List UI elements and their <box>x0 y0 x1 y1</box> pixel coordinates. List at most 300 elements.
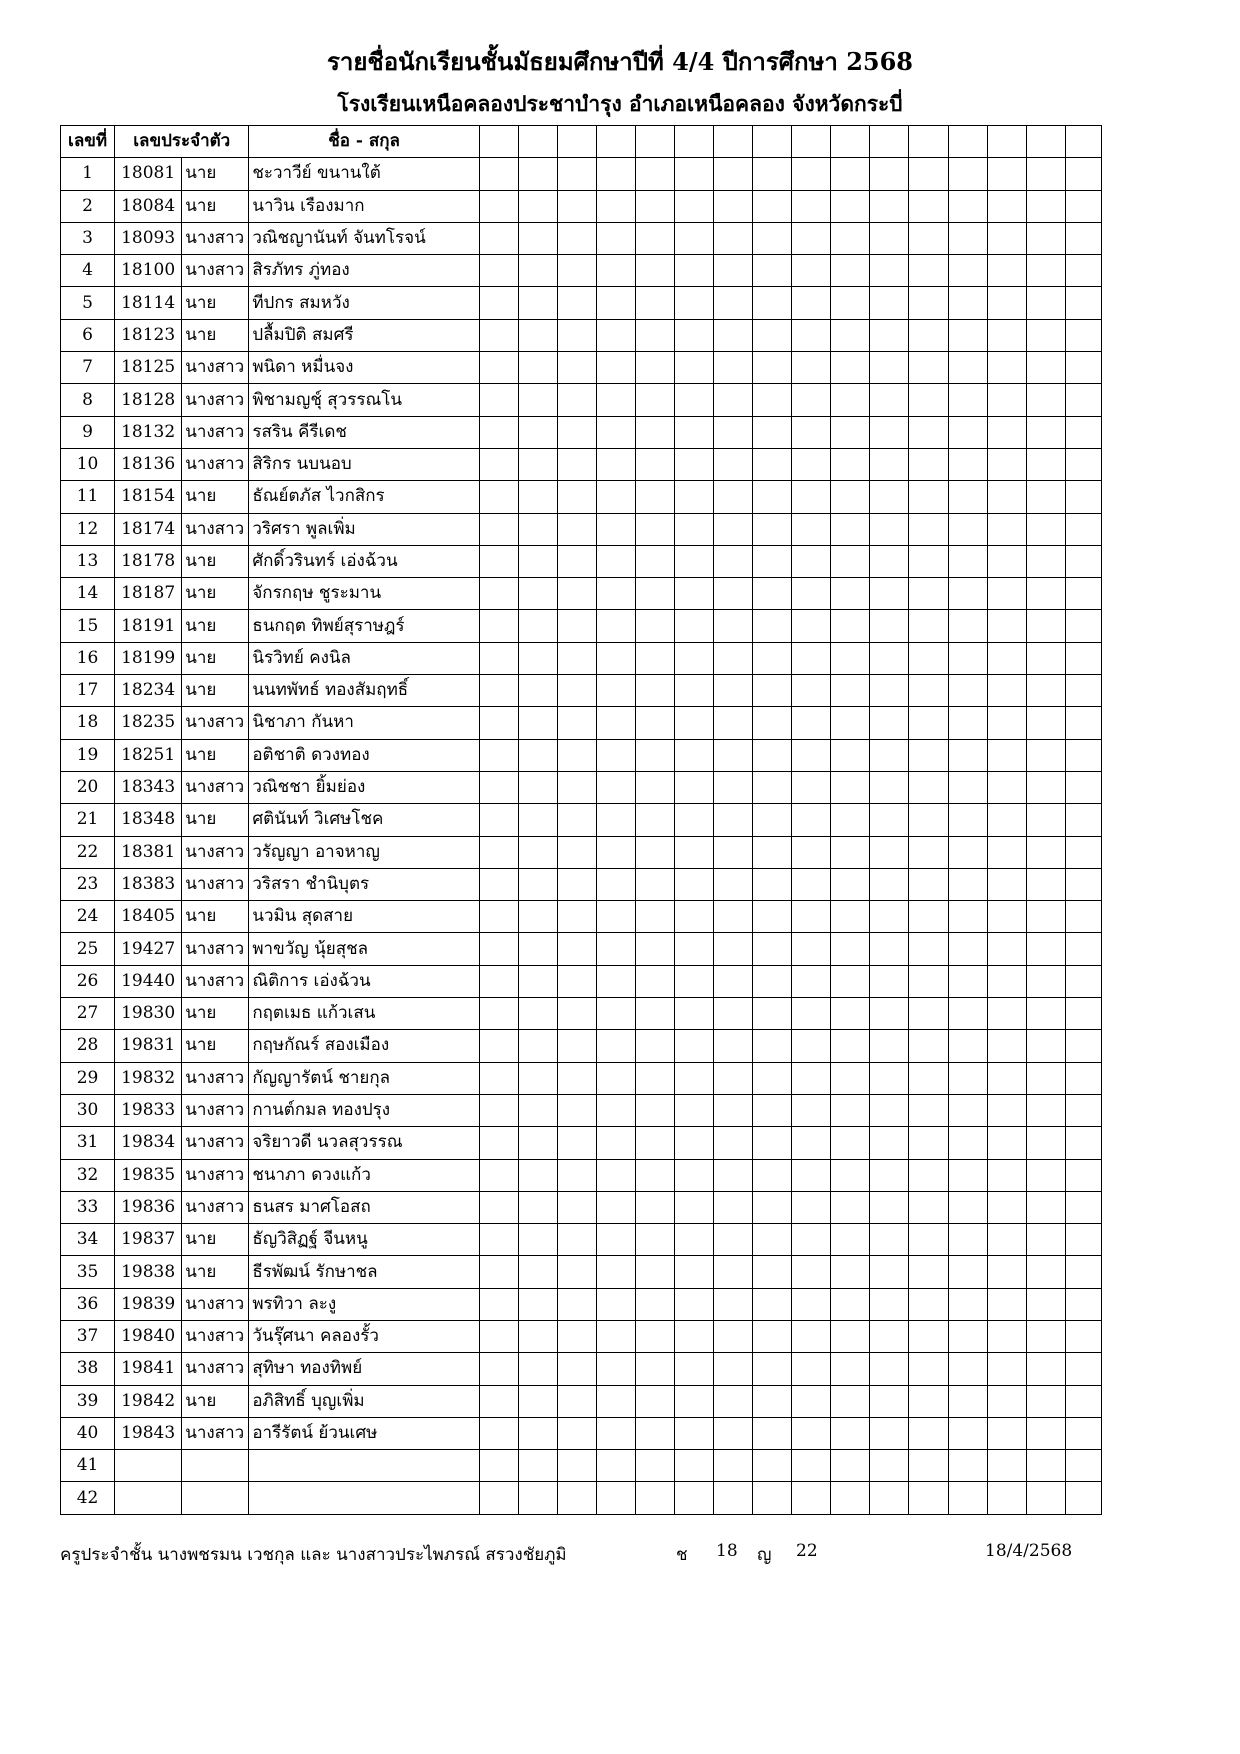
blank-cell <box>675 1288 714 1320</box>
blank-cell <box>596 1353 635 1385</box>
blank-cell <box>1026 1127 1065 1159</box>
student-name: ปลื้มปิติ สมศรี <box>249 319 479 351</box>
blank-cell <box>753 319 792 351</box>
blank-cell <box>596 416 635 448</box>
student-name: พาขวัญ นุ้ยสุชล <box>249 933 479 965</box>
row-number: 8 <box>61 384 115 416</box>
blank-cell <box>1065 836 1101 868</box>
student-name: วริสรา ชำนิบุตร <box>249 868 479 900</box>
blank-cell <box>1065 1127 1101 1159</box>
blank-cell <box>831 416 870 448</box>
blank-cell <box>987 1127 1026 1159</box>
blank-cell <box>753 481 792 513</box>
blank-cell <box>714 319 753 351</box>
blank-cell <box>518 1417 557 1449</box>
blank-cell <box>792 578 831 610</box>
blank-cell <box>518 545 557 577</box>
name-title: นางสาว <box>182 448 249 480</box>
blank-cell <box>870 1127 909 1159</box>
blank-cell <box>909 1062 948 1094</box>
blank-cell <box>1065 675 1101 707</box>
blank-cell <box>714 998 753 1030</box>
name-title: นาย <box>182 610 249 642</box>
blank-cell <box>1065 610 1101 642</box>
student-name: วันรุ๊ศนา คลองรั้ว <box>249 1320 479 1352</box>
blank-cell <box>518 222 557 254</box>
blank-cell <box>479 416 518 448</box>
name-title: นาย <box>182 1256 249 1288</box>
blank-cell <box>831 1030 870 1062</box>
blank-cell <box>753 998 792 1030</box>
blank-cell <box>636 448 675 480</box>
blank-cell <box>557 804 596 836</box>
blank-cell <box>753 158 792 190</box>
blank-cell <box>596 448 635 480</box>
row-number: 28 <box>61 1030 115 1062</box>
blank-cell <box>1065 1062 1101 1094</box>
blank-cell <box>636 1450 675 1482</box>
blank-cell <box>518 771 557 803</box>
blank-cell <box>987 1385 1026 1417</box>
blank-cell <box>948 513 987 545</box>
blank-cell <box>831 1159 870 1191</box>
blank-cell <box>636 933 675 965</box>
row-number: 29 <box>61 1062 115 1094</box>
blank-cell <box>987 384 1026 416</box>
blank-cell <box>909 319 948 351</box>
blank-cell <box>831 1062 870 1094</box>
table-row <box>61 1062 1102 1094</box>
blank-cell <box>948 707 987 739</box>
student-name: ทีปกร สมหวัง <box>249 287 479 319</box>
student-name: ชะวาวีย์ ขนานใต้ <box>249 158 479 190</box>
blank-cell <box>987 1062 1026 1094</box>
blank-cell <box>987 610 1026 642</box>
blank-cell <box>596 1320 635 1352</box>
blank-cell <box>714 287 753 319</box>
blank-cell <box>557 190 596 222</box>
blank-cell <box>909 868 948 900</box>
name-title: นางสาว <box>182 513 249 545</box>
blank-cell <box>792 1256 831 1288</box>
blank-cell <box>987 707 1026 739</box>
blank-cell <box>518 836 557 868</box>
blank-cell <box>714 642 753 674</box>
blank-cell <box>636 610 675 642</box>
blank-cell <box>636 384 675 416</box>
student-name: ธัณย์ตภัส ไวกสิกร <box>249 481 479 513</box>
student-name: พรทิวา ละงู <box>249 1288 479 1320</box>
name-title: นาย <box>182 545 249 577</box>
blank-cell <box>596 158 635 190</box>
blank-cell <box>909 739 948 771</box>
blank-cell <box>675 642 714 674</box>
blank-cell <box>987 642 1026 674</box>
blank-cell <box>714 1482 753 1514</box>
blank-cell <box>675 448 714 480</box>
blank-cell <box>479 255 518 287</box>
blank-cell <box>714 352 753 384</box>
blank-cell <box>909 190 948 222</box>
blank-cell <box>831 1127 870 1159</box>
blank-cell <box>596 1482 635 1514</box>
blank-cell <box>987 1353 1026 1385</box>
blank-cell <box>479 965 518 997</box>
blank-cell <box>753 771 792 803</box>
blank-cell <box>479 1224 518 1256</box>
blank-cell <box>870 1450 909 1482</box>
blank-cell <box>675 836 714 868</box>
blank-cell <box>596 1159 635 1191</box>
blank-cell <box>948 965 987 997</box>
blank-cell <box>948 190 987 222</box>
blank-cell <box>948 1127 987 1159</box>
table-row <box>61 933 1102 965</box>
blank-cell <box>870 352 909 384</box>
blank-cell <box>714 610 753 642</box>
student-name: กัญญารัตน์ ชายกุล <box>249 1062 479 1094</box>
blank-cell <box>479 1320 518 1352</box>
blank-cell <box>831 287 870 319</box>
blank-cell <box>753 1385 792 1417</box>
row-number: 22 <box>61 836 115 868</box>
blank-cell <box>518 1062 557 1094</box>
blank-cell <box>753 545 792 577</box>
table-row <box>61 384 1102 416</box>
blank-cell <box>870 255 909 287</box>
blank-cell <box>1026 965 1065 997</box>
blank-cell <box>714 1353 753 1385</box>
student-id: 18114 <box>115 287 182 319</box>
blank-cell <box>1026 384 1065 416</box>
row-number: 4 <box>61 255 115 287</box>
blank-cell <box>479 287 518 319</box>
blank-cell <box>479 998 518 1030</box>
blank-cell <box>596 545 635 577</box>
blank-cell <box>1026 610 1065 642</box>
blank-cell <box>557 1417 596 1449</box>
blank-cell <box>636 836 675 868</box>
header-blank-cell <box>714 126 753 158</box>
blank-cell <box>1065 1385 1101 1417</box>
header-blank-cell <box>909 126 948 158</box>
row-number: 41 <box>61 1450 115 1482</box>
blank-cell <box>948 545 987 577</box>
header-blank-cell <box>792 126 831 158</box>
blank-cell <box>753 1094 792 1126</box>
name-title: นางสาว <box>182 1353 249 1385</box>
blank-cell <box>596 578 635 610</box>
student-id: 18234 <box>115 675 182 707</box>
blank-cell <box>987 804 1026 836</box>
table-row <box>61 1191 1102 1223</box>
blank-cell <box>987 933 1026 965</box>
blank-cell <box>518 319 557 351</box>
table-row <box>61 868 1102 900</box>
student-id: 18343 <box>115 771 182 803</box>
blank-cell <box>557 222 596 254</box>
student-id: 18348 <box>115 804 182 836</box>
blank-cell <box>948 1353 987 1385</box>
student-id: 18132 <box>115 416 182 448</box>
student-name: ธนสร มาศโอสถ <box>249 1191 479 1223</box>
student-name: นาวิน เรืองมาก <box>249 190 479 222</box>
student-id: 18093 <box>115 222 182 254</box>
blank-cell <box>1065 998 1101 1030</box>
blank-cell <box>557 319 596 351</box>
blank-cell <box>479 1353 518 1385</box>
name-title: นาย <box>182 1030 249 1062</box>
blank-cell <box>518 707 557 739</box>
blank-cell <box>753 513 792 545</box>
blank-cell <box>909 513 948 545</box>
blank-cell <box>518 1288 557 1320</box>
student-name <box>249 1482 479 1514</box>
blank-cell <box>557 1353 596 1385</box>
header-blank-cell <box>675 126 714 158</box>
blank-cell <box>675 1030 714 1062</box>
blank-cell <box>792 255 831 287</box>
student-name: ณิติการ เอ่งฉ้วน <box>249 965 479 997</box>
blank-cell <box>1065 771 1101 803</box>
blank-cell <box>557 416 596 448</box>
blank-cell <box>909 610 948 642</box>
blank-cell <box>1065 1256 1101 1288</box>
blank-cell <box>870 513 909 545</box>
blank-cell <box>636 352 675 384</box>
blank-cell <box>596 868 635 900</box>
blank-cell <box>870 1256 909 1288</box>
blank-cell <box>557 1224 596 1256</box>
blank-cell <box>557 1256 596 1288</box>
blank-cell <box>831 1288 870 1320</box>
blank-cell <box>870 319 909 351</box>
row-number: 39 <box>61 1385 115 1417</box>
blank-cell <box>1026 868 1065 900</box>
student-id: 19832 <box>115 1062 182 1094</box>
row-number: 16 <box>61 642 115 674</box>
student-name: นิชาภา กันหา <box>249 707 479 739</box>
name-title: นาย <box>182 481 249 513</box>
blank-cell <box>909 1353 948 1385</box>
blank-cell <box>792 158 831 190</box>
blank-cell <box>948 352 987 384</box>
blank-cell <box>596 1385 635 1417</box>
blank-cell <box>987 998 1026 1030</box>
row-number: 19 <box>61 739 115 771</box>
blank-cell <box>479 1417 518 1449</box>
blank-cell <box>1026 836 1065 868</box>
blank-cell <box>714 222 753 254</box>
blank-cell <box>987 771 1026 803</box>
blank-cell <box>518 190 557 222</box>
blank-cell <box>948 384 987 416</box>
student-name: นนทพัทธ์ ทองสัมฤทธิ์ <box>249 675 479 707</box>
student-name: ธนกฤต ทิพย์สุราษฎร์ <box>249 610 479 642</box>
student-id: 19842 <box>115 1385 182 1417</box>
blank-cell <box>948 287 987 319</box>
blank-cell <box>948 998 987 1030</box>
student-id: 18251 <box>115 739 182 771</box>
blank-cell <box>909 707 948 739</box>
blank-cell <box>714 836 753 868</box>
blank-cell <box>948 481 987 513</box>
blank-cell <box>948 610 987 642</box>
blank-cell <box>792 545 831 577</box>
blank-cell <box>636 804 675 836</box>
blank-cell <box>870 287 909 319</box>
row-number: 36 <box>61 1288 115 1320</box>
blank-cell <box>831 1191 870 1223</box>
blank-cell <box>675 255 714 287</box>
blank-cell <box>831 1320 870 1352</box>
blank-cell <box>636 545 675 577</box>
blank-cell <box>479 933 518 965</box>
blank-cell <box>1026 1062 1065 1094</box>
blank-cell <box>518 1094 557 1126</box>
blank-cell <box>792 513 831 545</box>
student-id: 19831 <box>115 1030 182 1062</box>
blank-cell <box>714 868 753 900</box>
blank-cell <box>831 255 870 287</box>
name-title: นาย <box>182 190 249 222</box>
blank-cell <box>714 1224 753 1256</box>
blank-cell <box>831 384 870 416</box>
blank-cell <box>636 416 675 448</box>
blank-cell <box>987 578 1026 610</box>
student-id: 19836 <box>115 1191 182 1223</box>
blank-cell <box>518 1256 557 1288</box>
blank-cell <box>987 448 1026 480</box>
blank-cell <box>909 481 948 513</box>
student-id: 19835 <box>115 1159 182 1191</box>
name-title: นาย <box>182 901 249 933</box>
blank-cell <box>1065 481 1101 513</box>
blank-cell <box>479 739 518 771</box>
blank-cell <box>1026 804 1065 836</box>
blank-cell <box>675 1417 714 1449</box>
blank-cell <box>1026 190 1065 222</box>
blank-cell <box>948 836 987 868</box>
blank-cell <box>1026 222 1065 254</box>
student-name: สิรภัทร ภู่ทอง <box>249 255 479 287</box>
blank-cell <box>596 1127 635 1159</box>
blank-cell <box>1026 578 1065 610</box>
blank-cell <box>596 610 635 642</box>
blank-cell <box>831 1094 870 1126</box>
blank-cell <box>1026 1094 1065 1126</box>
blank-cell <box>1026 739 1065 771</box>
blank-cell <box>909 287 948 319</box>
student-roster-table <box>60 125 1102 1515</box>
blank-cell <box>557 1094 596 1126</box>
blank-cell <box>831 610 870 642</box>
blank-cell <box>518 1353 557 1385</box>
blank-cell <box>479 1191 518 1223</box>
name-title: นางสาว <box>182 1191 249 1223</box>
row-number: 6 <box>61 319 115 351</box>
blank-cell <box>596 384 635 416</box>
blank-cell <box>1065 319 1101 351</box>
student-id: 19440 <box>115 965 182 997</box>
blank-cell <box>909 771 948 803</box>
blank-cell <box>948 319 987 351</box>
blank-cell <box>675 1159 714 1191</box>
blank-cell <box>596 836 635 868</box>
blank-cell <box>479 1450 518 1482</box>
blank-cell <box>753 1288 792 1320</box>
blank-cell <box>479 448 518 480</box>
blank-cell <box>596 1256 635 1288</box>
blank-cell <box>948 1062 987 1094</box>
blank-cell <box>675 1062 714 1094</box>
blank-cell <box>987 545 1026 577</box>
name-title: นางสาว <box>182 1159 249 1191</box>
blank-cell <box>596 965 635 997</box>
blank-cell <box>675 513 714 545</box>
row-number: 1 <box>61 158 115 190</box>
blank-cell <box>1026 513 1065 545</box>
table-row <box>61 836 1102 868</box>
blank-cell <box>909 675 948 707</box>
student-id: 18154 <box>115 481 182 513</box>
header-blank-cell <box>948 126 987 158</box>
blank-cell <box>753 352 792 384</box>
table-row <box>61 1288 1102 1320</box>
blank-cell <box>1026 707 1065 739</box>
blank-cell <box>909 1320 948 1352</box>
blank-cell <box>753 804 792 836</box>
blank-cell <box>596 1450 635 1482</box>
blank-cell <box>1026 448 1065 480</box>
blank-cell <box>831 933 870 965</box>
student-name: กฤษกัณร์ สองเมือง <box>249 1030 479 1062</box>
blank-cell <box>557 1450 596 1482</box>
student-id: 19843 <box>115 1417 182 1449</box>
blank-cell <box>870 1094 909 1126</box>
row-number: 42 <box>61 1482 115 1514</box>
student-id: 18128 <box>115 384 182 416</box>
blank-cell <box>1065 933 1101 965</box>
blank-cell <box>1065 190 1101 222</box>
table-row <box>61 965 1102 997</box>
blank-cell <box>518 868 557 900</box>
blank-cell <box>792 1450 831 1482</box>
blank-cell <box>792 771 831 803</box>
blank-cell <box>909 416 948 448</box>
blank-cell <box>792 1191 831 1223</box>
student-id: 19839 <box>115 1288 182 1320</box>
blank-cell <box>987 965 1026 997</box>
blank-cell <box>792 1385 831 1417</box>
blank-cell <box>1065 1288 1101 1320</box>
blank-cell <box>557 965 596 997</box>
blank-cell <box>636 998 675 1030</box>
blank-cell <box>870 384 909 416</box>
blank-cell <box>1065 804 1101 836</box>
row-number: 35 <box>61 1256 115 1288</box>
student-name: จริยาวดี นวลสุวรรณ <box>249 1127 479 1159</box>
table-row <box>61 675 1102 707</box>
table-row <box>61 1450 1102 1482</box>
blank-cell <box>1026 1256 1065 1288</box>
blank-cell <box>557 158 596 190</box>
blank-cell <box>753 1320 792 1352</box>
blank-cell <box>1065 1450 1101 1482</box>
blank-cell <box>1026 287 1065 319</box>
blank-cell <box>518 1127 557 1159</box>
blank-cell <box>1026 933 1065 965</box>
